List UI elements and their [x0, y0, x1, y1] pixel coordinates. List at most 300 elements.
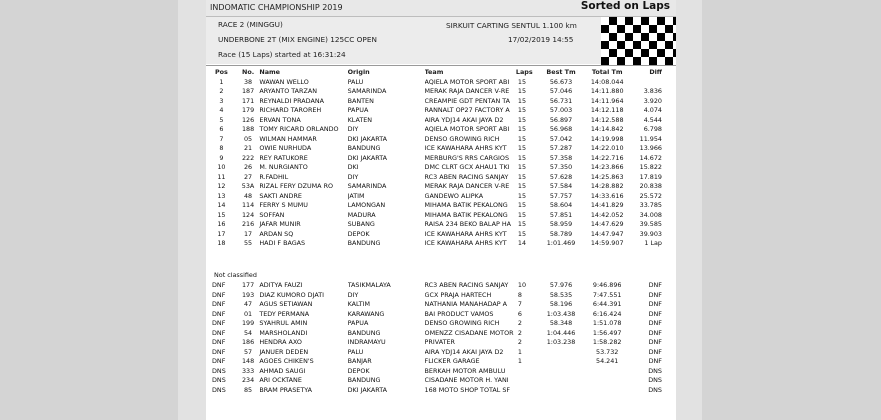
cell-diff: DNS	[648, 376, 662, 384]
table-row	[206, 367, 676, 377]
cell-origin: PAPUA	[347, 106, 369, 114]
cell-best-time: 1:04.446	[546, 328, 576, 337]
cell-diff: DNF	[648, 357, 662, 365]
cell-total-time: 14:11.880	[590, 87, 624, 95]
cell-origin: INDRAMAYU	[347, 338, 386, 346]
cell-origin: DEPOK	[347, 229, 370, 238]
cell-team: PRIVATER	[424, 338, 455, 346]
cell-diff: DNF	[648, 319, 662, 327]
cell-diff: DNS	[648, 385, 662, 394]
classified-results-table	[206, 68, 676, 249]
cell-best-time	[541, 376, 582, 386]
cell-best-time: 1:01.469	[546, 239, 576, 247]
cell-total-time: 14:19.998	[590, 134, 624, 143]
cell-origin: BANDUNG	[347, 144, 381, 152]
table-row	[206, 376, 676, 386]
cell-origin: SUBANG	[347, 220, 375, 228]
cell-total-time: 14:33.616	[590, 191, 624, 200]
header-team: Team	[424, 68, 444, 76]
cell-pos: 8	[219, 144, 224, 152]
cell-name: OWIE NURHUDA	[259, 144, 312, 152]
cell-no: 187	[241, 87, 255, 95]
cell-diff: 33.785	[639, 201, 662, 209]
cell-name: REY RATUKORE	[259, 153, 308, 162]
table-row	[206, 116, 676, 126]
table-row	[206, 211, 676, 221]
cell-best-time: 58.535	[549, 290, 573, 299]
cell-pos: DNF	[212, 309, 226, 318]
table-row	[206, 154, 676, 164]
cell-diff: DNF	[648, 290, 662, 299]
table-row	[206, 319, 676, 329]
cell-total-time: 1:56.497	[592, 328, 622, 337]
cell-pos: 17	[217, 229, 226, 238]
cell-team: RAISA 234 BEKO BALAP HA	[424, 220, 512, 228]
cell-origin: DKI JAKARTA	[347, 153, 387, 162]
table-row	[206, 135, 676, 145]
cell-team: AQIELA MOTOR SPORT ABI	[424, 77, 510, 86]
cell-pos: DNS	[212, 366, 226, 375]
cell-name: TEDY PERMANA	[259, 309, 310, 318]
cell-best-time: 56.731	[549, 96, 573, 105]
cell-total-time: 14:12.588	[590, 115, 624, 124]
cell-best-time: 57.042	[549, 134, 573, 143]
cell-laps: 15	[517, 144, 527, 152]
cell-name: RIZAL FERY DZUMA RO	[259, 182, 334, 190]
cell-total-time: 14:47.947	[590, 229, 624, 238]
cell-laps: 1	[517, 357, 522, 365]
cell-total-time: 14:59.907	[590, 239, 624, 247]
header-total-time: Total Tm	[591, 68, 623, 76]
cell-pos: DNF	[212, 347, 226, 356]
cell-diff: DNS	[648, 366, 662, 375]
cell-laps: 2	[517, 328, 522, 337]
cell-origin: TASIKMALAYA	[347, 281, 391, 289]
not-classified-label: Not classified	[214, 271, 257, 279]
cell-no: 47	[243, 300, 253, 308]
cell-total-time: 54.241	[596, 357, 619, 365]
cell-no: 21	[243, 144, 253, 152]
cell-name: SYAHRUL AMIN	[259, 319, 308, 327]
cell-laps: 8	[517, 290, 522, 299]
cell-origin: DKI JAKARTA	[347, 385, 387, 394]
cell-pos: 18	[217, 239, 226, 247]
table-row	[206, 386, 676, 396]
cell-no: 186	[241, 338, 255, 346]
cell-name: M. NURGIANTO	[259, 163, 308, 171]
cell-no: 05	[243, 134, 253, 143]
table-row	[206, 329, 676, 339]
header-no: No.	[241, 68, 255, 76]
cell-origin: BANDUNG	[347, 376, 381, 384]
cell-team: RC3 ABEN RACING SANJAY	[424, 172, 509, 181]
cell-total-time: 9:46.896	[592, 281, 622, 289]
cell-team: RANNALT OP27 FACTORY A	[424, 106, 510, 114]
cell-laps: 15	[517, 182, 527, 190]
cell-name: DIAZ KUMORO DJATI	[259, 290, 325, 299]
cell-no: 114	[241, 201, 255, 209]
cell-laps: 15	[517, 163, 527, 171]
cell-no: 179	[241, 106, 255, 114]
cell-laps: 15	[517, 87, 527, 95]
header-pos: Pos	[214, 68, 228, 76]
cell-laps: 15	[517, 125, 527, 133]
cell-team: BAI PRODUCT VAMOS	[424, 309, 494, 318]
cell-team: MERAK RAJA DANCER V-RE	[424, 87, 510, 95]
cell-origin: KLATEN	[347, 115, 373, 124]
cell-best-time: 57.287	[549, 144, 573, 152]
cell-origin: PALU	[347, 347, 364, 356]
cell-team: ICE KAWAHARA AHRS KYT	[424, 144, 507, 152]
table-header-row	[206, 68, 676, 78]
cell-laps: 15	[517, 115, 527, 124]
cell-total-time	[582, 386, 633, 396]
cell-diff	[633, 78, 676, 88]
cell-laps	[516, 367, 541, 377]
document-top-bar	[206, 0, 676, 17]
cell-no: 124	[241, 210, 255, 219]
cell-pos: 13	[217, 191, 226, 200]
cell-no: 38	[243, 77, 253, 86]
cell-diff: 4.074	[643, 106, 662, 114]
cell-name: WILMAN HAMMAR	[259, 134, 317, 143]
cell-name: AHMAD SAUGI	[259, 366, 306, 375]
cell-total-time: 14:12.118	[590, 106, 624, 114]
cell-diff: 14.672	[639, 153, 662, 162]
cell-pos: DNS	[212, 376, 226, 384]
cell-total-time: 1:51.078	[592, 319, 622, 327]
table-row	[206, 192, 676, 202]
cell-no: 17	[243, 229, 253, 238]
cell-laps: 6	[517, 309, 522, 318]
cell-origin: PAPUA	[347, 319, 369, 327]
cell-origin: LAMONGAN	[347, 201, 386, 209]
cell-no: 148	[241, 357, 255, 365]
cell-diff: 34.008	[639, 210, 662, 219]
cell-total-time	[582, 376, 633, 386]
cell-best-time: 1:03.238	[546, 338, 576, 346]
cell-origin: BANDUNG	[347, 328, 381, 337]
cell-name: ARDAN SQ	[259, 229, 294, 238]
cell-diff: 39.903	[639, 229, 662, 238]
cell-team: AIRA YDJ14 AKAI JAYA D2	[424, 115, 504, 124]
cell-origin: DIY	[347, 290, 359, 299]
cell-pos: 1	[219, 77, 224, 86]
cell-no: 01	[243, 309, 253, 318]
cell-origin: DKI	[347, 163, 359, 171]
results-document	[206, 0, 676, 420]
cell-name: FERRY S MUMU	[259, 201, 308, 209]
cell-laps: 15	[517, 191, 527, 200]
cell-laps: 2	[517, 338, 522, 346]
cell-origin: SAMARINDA	[347, 87, 387, 95]
cell-best-time: 57.757	[549, 191, 573, 200]
cell-name: RICHARD TAROREH	[259, 106, 322, 114]
race-date-time: 17/02/2019 14:55	[508, 35, 574, 44]
cell-total-time: 14:08.044	[590, 77, 624, 86]
table-row	[206, 281, 676, 291]
cell-laps: 15	[517, 106, 527, 114]
cell-total-time: 14:28.882	[590, 182, 624, 190]
cell-team: DENSO GROWING RICH	[424, 134, 500, 143]
cell-diff: 39.585	[639, 220, 662, 228]
cell-laps	[516, 376, 541, 386]
cell-origin: DEPOK	[347, 366, 370, 375]
header-diff: Diff	[649, 68, 662, 76]
sorted-label: Sorted on Laps	[580, 0, 670, 12]
cell-no: 216	[241, 220, 255, 228]
cell-diff: DNF	[648, 281, 662, 289]
cell-name: TOMY RICARD ORLANDO	[259, 125, 339, 133]
cell-pos: 7	[219, 134, 224, 143]
table-row	[206, 106, 676, 116]
cell-origin: PALU	[347, 77, 364, 86]
cell-total-time	[582, 367, 633, 377]
table-row	[206, 201, 676, 211]
cell-best-time: 57.046	[549, 87, 573, 95]
cell-best-time: 56.968	[549, 125, 573, 133]
circuit-name: SIRKUIT CARTING SENTUL 1.100 km	[446, 21, 577, 30]
race-start-info: Race (15 Laps) started at 16:31:24	[218, 50, 346, 59]
cell-best-time	[541, 348, 582, 358]
cell-team: FLICKER GARAGE	[424, 357, 480, 365]
cell-diff: 4.544	[643, 115, 662, 124]
cell-team: 168 MOTO SHOP TOTAL SF	[424, 385, 511, 394]
table-row	[206, 173, 676, 183]
cell-name: ERVAN TONA	[259, 115, 301, 124]
table-row	[206, 144, 676, 154]
cell-diff: 25.572	[639, 191, 662, 200]
cell-team: OMENZZ CISADANE MOTOR	[424, 328, 514, 337]
cell-laps: 15	[517, 210, 527, 219]
cell-name: AGOES CHIKEN'S	[259, 357, 314, 365]
cell-name: ARI OCKTANE	[259, 376, 302, 384]
cell-best-time: 1:03.438	[546, 309, 576, 318]
cell-origin: BANDUNG	[347, 239, 381, 247]
cell-name: REYNALDI PRADANA	[259, 96, 325, 105]
cell-pos: 4	[219, 106, 224, 114]
table-row	[206, 348, 676, 358]
cell-laps: 15	[517, 220, 527, 228]
cell-best-time: 57.003	[549, 106, 573, 114]
cell-total-time: 14:22.010	[590, 144, 624, 152]
cell-diff: 15.822	[639, 163, 662, 171]
cell-pos: DNF	[212, 338, 226, 346]
cell-name: MARSHOLANDI	[259, 328, 308, 337]
cell-best-time	[541, 367, 582, 377]
cell-no: 48	[243, 191, 253, 200]
cell-name: R.FADHIL	[259, 172, 289, 181]
cell-team: AQIELA MOTOR SPORT ABI	[424, 125, 510, 133]
cell-diff: DNF	[648, 347, 662, 356]
cell-total-time: 14:47.629	[590, 220, 624, 228]
cell-pos: DNS	[212, 385, 226, 394]
cell-pos: 16	[217, 220, 226, 228]
cell-no: 234	[241, 376, 255, 384]
checkered-flag-icon	[601, 17, 676, 65]
cell-no: 57	[243, 347, 253, 356]
cell-best-time: 57.358	[549, 153, 573, 162]
cell-name: ADITYA FAUZI	[259, 281, 303, 289]
cell-team: GCX PRAJA HARTECH	[424, 290, 492, 299]
cell-name: WAWAN WELLO	[259, 77, 309, 86]
header-origin: Origin	[347, 68, 370, 76]
cell-pos: DNF	[212, 319, 226, 327]
cell-total-time: 14:14.842	[590, 125, 624, 133]
cell-best-time: 58.348	[549, 319, 573, 327]
cell-total-time: 1:58.282	[592, 338, 622, 346]
cell-best-time	[541, 386, 582, 396]
cell-team: DMC CLRT GCX AHAU1 TKI	[424, 163, 510, 171]
cell-laps: 2	[517, 319, 522, 327]
table-row	[206, 239, 676, 249]
cell-origin: MADURA	[347, 210, 376, 219]
cell-laps: 15	[517, 134, 527, 143]
cell-no: 199	[241, 319, 255, 327]
cell-laps: 15	[517, 201, 527, 209]
cell-total-time: 6:16.424	[592, 309, 622, 318]
cell-origin: KALTIM	[347, 300, 371, 308]
cell-best-time: 56.897	[549, 115, 573, 124]
table-row	[206, 357, 676, 367]
cell-pos: DNF	[212, 328, 226, 337]
cell-no: 55	[243, 239, 253, 247]
cell-best-time: 58.959	[549, 220, 573, 228]
cell-no: 85	[243, 385, 253, 394]
table-row	[206, 220, 676, 230]
cell-diff: 11.954	[639, 134, 662, 143]
cell-origin: DIY	[347, 172, 359, 181]
cell-name: ARYANTO TARZAN	[259, 87, 318, 95]
cell-team: ICE KAWAHARA AHRS KYT	[424, 239, 507, 247]
cell-no: 126	[241, 115, 255, 124]
cell-pos: 12	[217, 182, 226, 190]
table-row	[206, 300, 676, 310]
cell-best-time: 58.604	[549, 201, 573, 209]
cell-diff: DNF	[648, 309, 662, 318]
cell-pos: 10	[217, 163, 226, 171]
cell-best-time: 57.584	[549, 182, 573, 190]
cell-diff: 3.836	[643, 87, 662, 95]
cell-origin: SAMARINDA	[347, 182, 387, 190]
cell-best-time: 57.976	[549, 281, 573, 289]
header-best-time: Best Tm	[546, 68, 576, 76]
class-name: UNDERBONE 2T (MIX ENGINE) 125CC OPEN	[218, 35, 377, 44]
cell-best-time: 57.851	[549, 210, 573, 219]
cell-no: 53A	[241, 182, 255, 190]
cell-total-time: 14:23.866	[590, 163, 624, 171]
cell-pos: 14	[217, 201, 226, 209]
table-row	[206, 230, 676, 240]
cell-pos: DNF	[212, 357, 226, 365]
cell-team: DENSO GROWING RICH	[424, 319, 500, 327]
cell-total-time: 14:42.052	[590, 210, 624, 219]
cell-no: 188	[241, 125, 255, 133]
cell-team: MERBURG'S RRS CARGIOS	[424, 153, 510, 162]
cell-no: 27	[243, 172, 253, 181]
championship-title: INDOMATIC CHAMPIONSHIP 2019	[210, 3, 343, 12]
cell-total-time: 14:11.964	[590, 96, 624, 105]
cell-team: MIHAMA BATIK PEKALONG	[424, 201, 508, 209]
cell-laps: 10	[517, 281, 527, 289]
cell-laps: 15	[517, 172, 527, 181]
cell-no: 26	[243, 163, 253, 171]
cell-total-time: 14:22.716	[590, 153, 624, 162]
table-row	[206, 97, 676, 107]
table-row	[206, 125, 676, 135]
cell-name: AGUS SETIAWAN	[259, 300, 313, 308]
cell-team: MIHAMA BATIK PEKALONG	[424, 210, 508, 219]
cell-total-time: 7:47.551	[592, 290, 622, 299]
cell-pos: 6	[219, 125, 224, 133]
cell-team: AIRA YDJ14 AKAI JAYA D2	[424, 347, 504, 356]
table-row	[206, 310, 676, 320]
cell-pos: 11	[217, 172, 226, 181]
cell-laps: 15	[517, 229, 527, 238]
cell-no: 333	[241, 366, 255, 375]
cell-name: BRAM PRASETYA	[259, 385, 313, 394]
cell-diff: 6.798	[643, 125, 662, 133]
cell-origin: BANTEN	[347, 96, 374, 105]
cell-name: HENDRA AXO	[259, 338, 302, 346]
race-name: RACE 2 (MINGGU)	[218, 20, 283, 29]
cell-origin: DIY	[347, 125, 359, 133]
cell-no: 193	[241, 290, 255, 299]
cell-pos: DNF	[212, 300, 226, 308]
cell-pos: 5	[219, 115, 224, 124]
table-row	[206, 291, 676, 301]
table-row	[206, 87, 676, 97]
cell-diff: 13.966	[639, 144, 662, 152]
cell-diff: DNF	[648, 328, 662, 337]
cell-diff: DNF	[648, 300, 662, 308]
cell-name: SAKTI ANDRE	[259, 191, 302, 200]
cell-origin: JATIM	[347, 191, 365, 200]
cell-team: BERKAH MOTOR AMBULU	[424, 366, 506, 375]
header-name: Name	[259, 68, 280, 76]
cell-no: 54	[243, 328, 253, 337]
cell-team: GANDEWO ALIPKA	[424, 191, 484, 200]
cell-best-time: 58.789	[549, 229, 573, 238]
cell-laps: 15	[517, 153, 527, 162]
cell-pos: DNF	[212, 290, 226, 299]
cell-laps: 15	[517, 96, 527, 105]
cell-diff: 17.819	[639, 172, 662, 181]
cell-laps: 15	[517, 77, 527, 86]
cell-total-time: 14:41.829	[590, 201, 624, 209]
cell-team: RC3 ABEN RACING SANJAY	[424, 281, 509, 289]
cell-name: SOFFAN	[259, 210, 285, 219]
cell-total-time: 53.732	[596, 347, 619, 356]
table-row	[206, 78, 676, 88]
cell-name: JAFAR MUNIR	[259, 220, 301, 228]
table-row	[206, 338, 676, 348]
viewer-left-margin	[0, 0, 206, 420]
cell-total-time: 6:44.391	[592, 300, 622, 308]
cell-best-time	[541, 357, 582, 367]
cell-origin: BANJAR	[347, 357, 372, 365]
cell-name: HADI F BAGAS	[259, 239, 306, 247]
cell-pos: 3	[219, 96, 224, 105]
cell-pos: DNF	[212, 281, 226, 289]
cell-team: MERAK RAJA DANCER V-RE	[424, 182, 510, 190]
cell-pos: 9	[219, 153, 224, 162]
cell-pos: 2	[219, 87, 224, 95]
cell-origin: DKI JAKARTA	[347, 134, 387, 143]
cell-team: CREAMPIE GDT PENTAN TA	[424, 96, 511, 105]
header-divider	[206, 65, 676, 66]
cell-pos: 15	[217, 210, 226, 219]
